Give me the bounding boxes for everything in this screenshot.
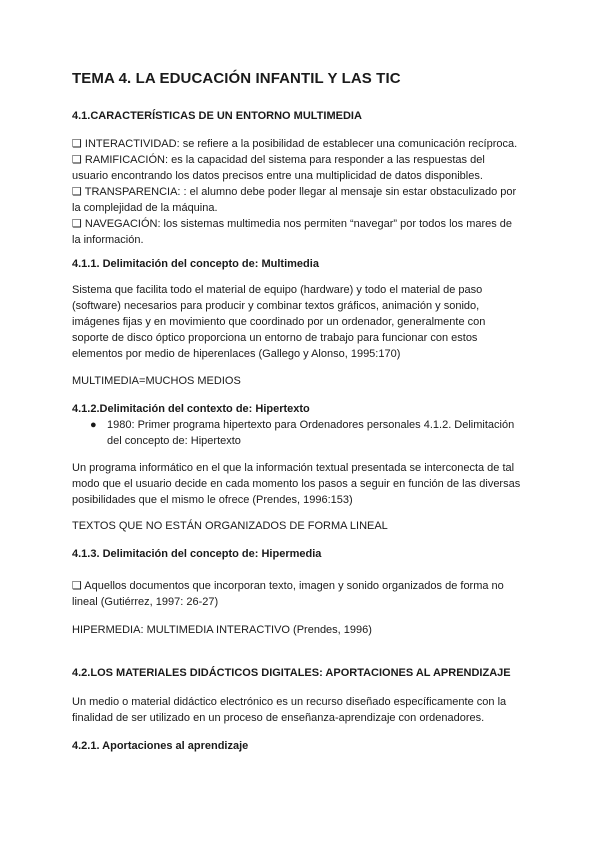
list-item-navegacion: ❑ NAVEGACIÓN: los sistemas multimedia nos permiten “navegar” por todos los mares de [72,218,513,230]
section-4-1-3-heading: 4.1.3. Delimitación del concepto de: Hipermedia [72,548,322,560]
document-title: TEMA 4. LA EDUCACIÓN INFANTIL Y LAS TIC [72,70,401,87]
list-item-transparencia: ❑ TRANSPARENCIA: : el alumno debe poder llegar al mensaje sin estar obstaculizado por [72,186,517,198]
paragraph-line: soporte de disco óptico proporciona un entorno de trabajo para funcionar con estos [72,332,478,344]
paragraph-line: finalidad de ser utilizado en un proceso de enseñanza-aprendizaje con ordenadores. [72,712,485,724]
list-item-transparencia-cont: la complejidad de la máquina. [72,202,218,214]
paragraph-line: Un programa informático en el que la información textual presentada se interconecta de tal [72,462,515,474]
section-4-2-paragraph [72,694,528,726]
section-4-1-2-heading: 4.1.2.Delimitación del contexto de: Hipertexto [72,403,310,415]
list-item-ramificacion: ❑ RAMIFICACIÓN: es la capacidad del sistema para responder a las respuestas del [72,154,485,166]
section-4-1-heading: 4.1.CARACTERÍSTICAS DE UN ENTORNO MULTIMEDIA [72,110,362,122]
paragraph-line: lineal (Gutiérrez, 1997: 26-27) [72,596,219,608]
section-4-1-3-paragraph [72,578,528,610]
bullet-dot-icon: ● [90,419,97,431]
paragraph-line: posibilidades que el mismo le ofrece (Prendes, 1996:153) [72,494,353,506]
section-4-1-list [72,136,528,248]
section-4-1-2-bullets [72,417,528,449]
list-item-ramificacion-cont: usuario encontrando los datos precisos entre una multiplicidad de datos disponibles. [72,170,483,182]
bullet-line: 1980: Primer programa hipertexto para Ordenadores personales 4.1.2. Delimitación [107,419,515,431]
paragraph-line: Sistema que facilita todo el material de equipo (hardware) y todo el material de paso [72,284,483,296]
paragraph-line: elementos por medio de hiperenlaces (Gallego y Alonso, 1995:170) [72,348,401,360]
paragraph-line: Un medio o material didáctico electrónico es un recurso diseñado específicamente con la [72,696,507,708]
section-4-1-1-heading: 4.1.1. Delimitación del concepto de: Multimedia [72,258,319,270]
section-4-1-2-note: TEXTOS QUE NO ESTÁN ORGANIZADOS DE FORMA LINEAL [72,520,388,532]
list-item-navegacion-cont: la información. [72,234,144,246]
section-4-1-3-note: HIPERMEDIA: MULTIMEDIA INTERACTIVO (Prendes, 1996) [72,624,372,636]
paragraph-line: (software) necesarios para producir y combinar textos gráficos, animación y sonido, [72,300,480,312]
paragraph-line: ❑ Aquellos documentos que incorporan texto, imagen y sonido organizados de forma no [72,580,504,592]
section-4-1-2-paragraph [72,460,528,508]
paragraph-line: imágenes fijas y en movimiento que coordinado por un ordenador, generalmente con [72,316,486,328]
list-item [72,417,528,449]
bullet-line: del concepto de: Hipertexto [107,435,241,447]
section-4-1-1-note: MULTIMEDIA=MUCHOS MEDIOS [72,375,241,387]
section-4-2-heading: 4.2.LOS MATERIALES DIDÁCTICOS DIGITALES: APORTACIONES AL APRENDIZAJE [72,667,511,679]
paragraph-line: modo que el usuario decide en cada momento los pasos a seguir en función de las diversas [72,478,521,490]
section-4-2-1-heading: 4.2.1. Aportaciones al aprendizaje [72,740,249,752]
section-4-1-1-paragraph [72,282,528,362]
list-item-interactividad: ❑ INTERACTIVIDAD: se refiere a la posibilidad de establecer una comunicación recíproca. [72,138,518,150]
